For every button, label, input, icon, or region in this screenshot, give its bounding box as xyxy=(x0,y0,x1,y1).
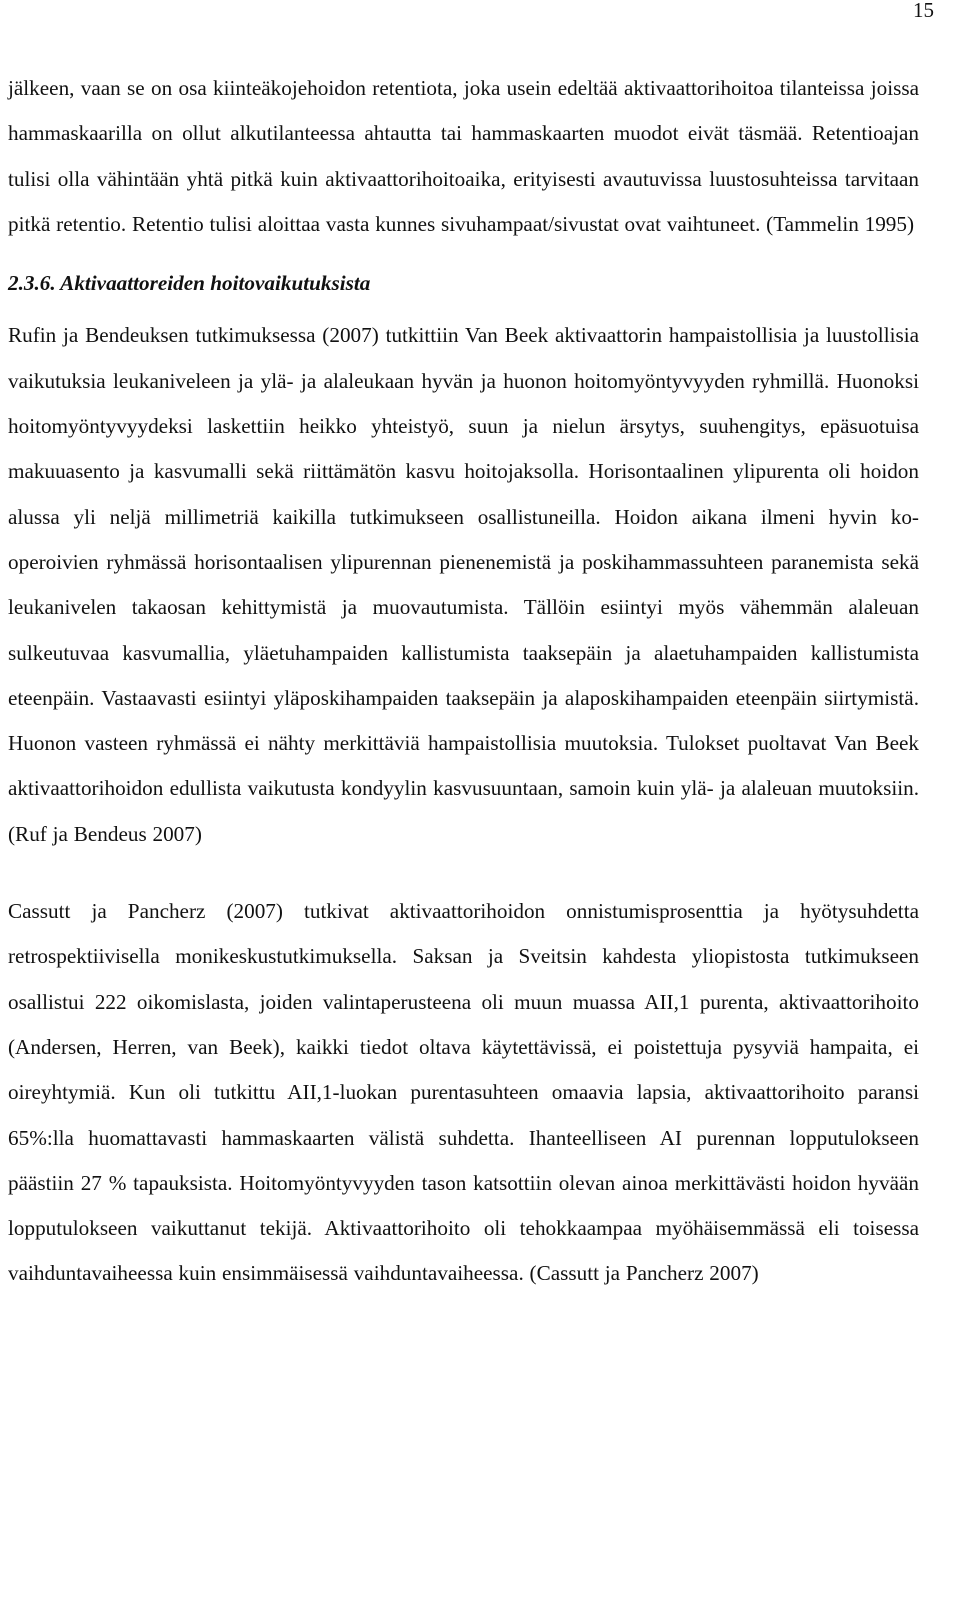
paragraph-cassutt-pancherz: Cassutt ja Pancherz (2007) tutkivat aktivaattorihoidon onnistumisprosenttia ja hyötysuhdetta retrospektiivisella monikeskustutkimuksella. Saksan ja Sveitsin kahdesta yliopistosta tutkimukseen osallistui 222 oikomislasta, joiden valintaperusteena oli muun muassa AII,1 purenta, aktivaattorihoito (Andersen, Herren, van Beek), kaikki tiedot oltava käytettävissä, ei poistettuja pysyviä hampaita, ei oireyhtymiä. Kun oli tutkittu AII,1-luokan purentasuhteen omaavia lapsia, aktivaattorihoito paransi 65%:lla huomattavasti hammaskaarten välistä suhdetta. Ihanteelliseen AI purennan lopputulokseen päästiin 27 % tapauksista. Hoitomyöntyvyyden tason katsottiin olevan ainoa merkittävästi hoidon hyvään lopputulokseen vaikuttanut tekijä. Aktivaattorihoito oli tehokkaampaa myöhäisemmässä eli toisessa vaihduntavaiheessa kuin ensimmäisessä vaihduntavaiheessa. (Cassutt ja Pancherz 2007) xyxy=(8,899,919,1286)
paragraph-ruf-bendeus: Rufin ja Bendeuksen tutkimuksessa (2007) tutkittiin Van Beek aktivaattorin hampaistollisia ja luustollisia vaikutuksia leukaniveleen ja ylä- ja alaleukaan hyvän ja huonon hoitomyöntyvyyden ryhmillä. Huonoksi hoitomyöntyvyydeksi laskettiin heikko yhteistyö, suun ja nielun ärsytys, suuhengitys, epäsuotuisa makuuasento ja kasvumalli sekä riittämätön kasvu hoitojaksolla. Horisontaalinen ylipurenta oli hoidon alussa yli neljä millimetriä kaikilla tutkimukseen osallistuneilla. Hoidon aikana ilmeni hyvin ko-operoivien ryhmässä horisontaalisen ylipurennan pienenemistä ja poskihammassuhteen paranemista sekä leukanivelen takaosan kehittymistä ja muovautumista. Tällöin esiintyi myös vähemmän alaleuan sulkeutuvaa kasvumallia, yläetuhampaiden kallistumista taaksepäin ja alaetuhampaiden kallistumista eteenpäin. Vastaavasti esiintyi yläposkihampaiden taaksepäin ja alaposkihampaiden eteenpäin siirtymistä. Huonon vasteen ryhmässä ei nähty merkittäviä hampaistollisia muutoksia. Tulokset puoltavat Van Beek aktivaattorihoidon edullista vaikutusta kondyylin kasvusuuntaan, samoin kuin ylä- ja alaleuan muutoksiin. (Ruf ja Bendeus 2007) xyxy=(8,323,919,846)
section-heading: 2.3.6. Aktivaattoreiden hoitovaikutuksista xyxy=(8,271,371,296)
document-body xyxy=(8,66,919,1297)
page-number: 15 xyxy=(913,0,934,22)
paragraph-retention: jälkeen, vaan se on osa kiinteäkojehoidon retentiota, joka usein edeltää aktivaattorihoitoa tilanteissa joissa hammaskaarilla on ollut alkutilanteessa ahtautta tai hammaskaarten muodot eivät täsmää. Retentioajan tulisi olla vähintään yhtä pitkä kuin aktivaattorihoitoaika, erityisesti avautuvissa luustosuhteissa tarvitaan pitkä retentio. Retentio tulisi aloittaa vasta kunnes sivuhampaat/sivustat ovat vaihtuneet. (Tammelin 1995) xyxy=(8,76,919,236)
